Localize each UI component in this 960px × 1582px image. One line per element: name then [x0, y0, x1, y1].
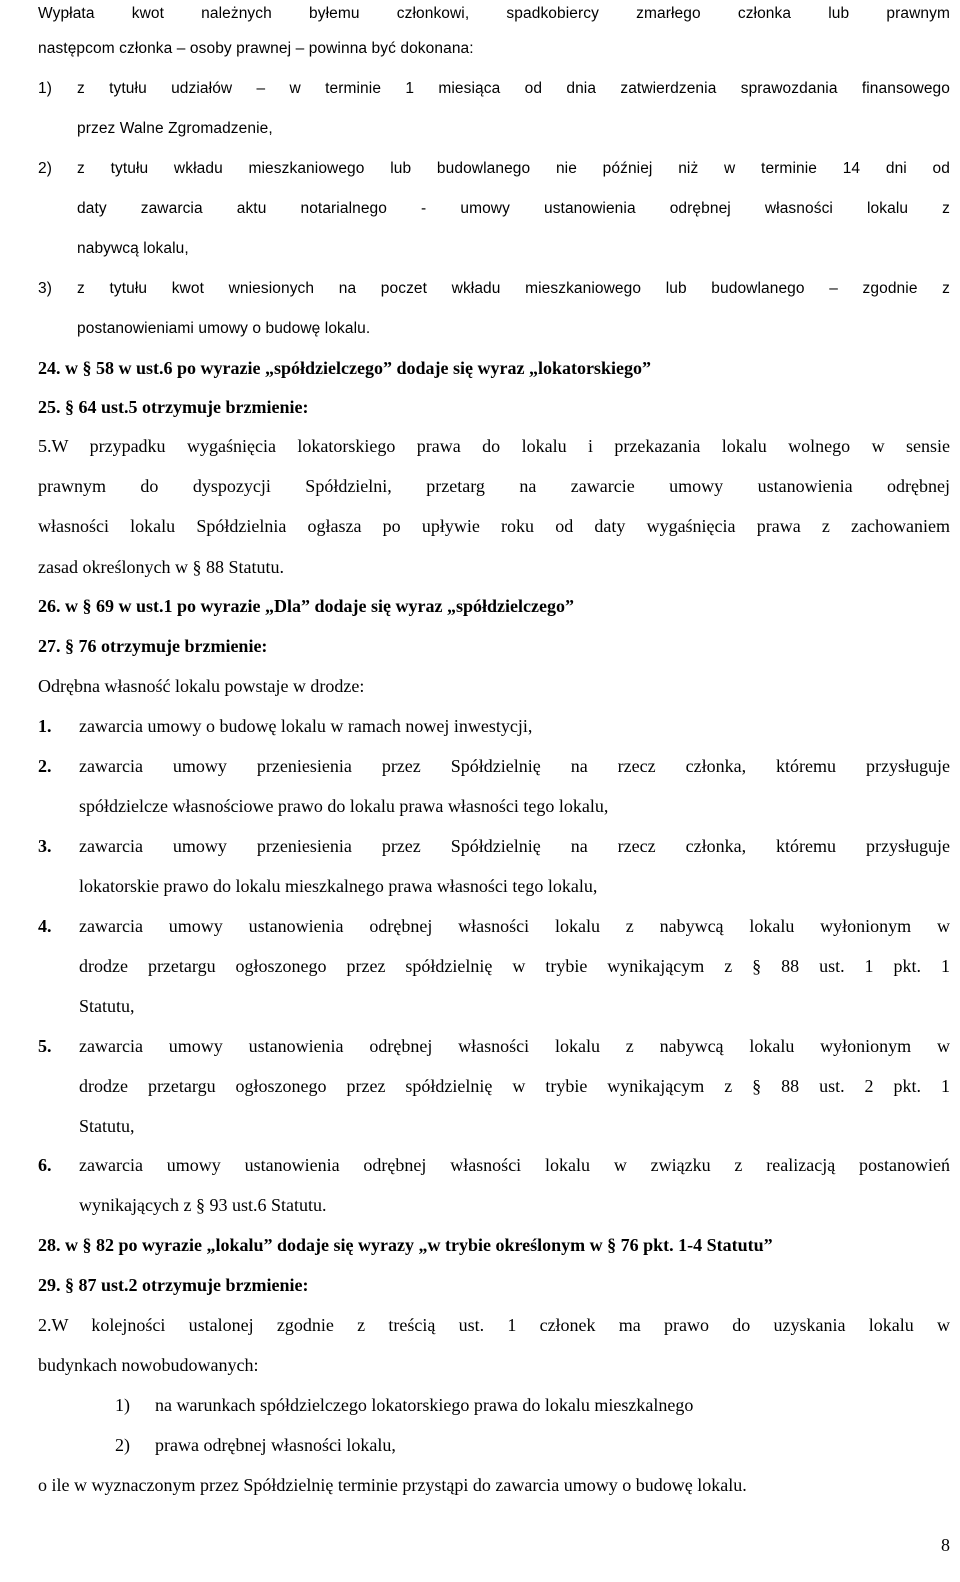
a27-item-4-line-3: Statutu, — [79, 996, 135, 1016]
intro-line-1: Wypłata kwot należnych byłemu członkowi, spadkobiercy zmarłego członka lub prawnym — [38, 5, 950, 22]
payout-item-2-line-3: nabywcą lokalu, — [77, 240, 189, 257]
amendment-25-text-line-3: własności lokalu Spółdzielnia ogłasza po upływie roku od daty wygaśnięcia prawa z zachowaniem — [38, 516, 950, 536]
amendment-29-text-line-2: budynkach nowobudowanych: — [38, 1355, 259, 1375]
payout-item-3-number: 3) — [38, 280, 52, 297]
a27-item-4-number: 4. — [38, 916, 52, 936]
a27-item-5-line-3: Statutu, — [79, 1116, 135, 1136]
intro-line-2: następcom członka – osoby prawnej – powinna być dokonana: — [38, 40, 474, 57]
amendment-29-text-line-1: 2.W kolejności ustalonej zgodnie z treścią ust. 1 członek ma prawo do uzyskania lokalu w — [38, 1315, 950, 1335]
amendment-25-text-line-4: zasad określonych w § 88 Statutu. — [38, 557, 284, 577]
a27-item-1-number: 1. — [38, 716, 52, 736]
payout-item-1-line-1: z tytułu udziałów – w terminie 1 miesiąca od dnia zatwierdzenia sprawozdania finansowego — [77, 80, 950, 97]
page-number: 8 — [941, 1535, 950, 1555]
a27-item-2-number: 2. — [38, 756, 52, 776]
payout-item-3-line-1: z tytułu kwot wniesionych na poczet wkładu mieszkaniowego lub budowlanego – zgodnie z — [77, 280, 950, 297]
payout-item-1-number: 1) — [38, 80, 52, 97]
a27-item-2-line-1: zawarcia umowy przeniesienia przez Spółdzielnię na rzecz członka, któremu przysługuje — [79, 756, 950, 776]
a27-item-2-line-2: spółdzielcze własnościowe prawo do lokalu prawa własności tego lokalu, — [79, 796, 609, 816]
amendment-25-text-line-1: 5.W przypadku wygaśnięcia lokatorskiego prawa do lokalu i przekazania lokalu wolnego w sensie — [38, 436, 950, 456]
a27-item-6-number: 6. — [38, 1155, 52, 1175]
a29-item-1-text: na warunkach spółdzielczego lokatorskiego prawa do lokalu mieszkalnego — [155, 1395, 694, 1415]
payout-item-2-number: 2) — [38, 160, 52, 177]
amendment-28: 28. w § 82 po wyrazie „lokalu” dodaje się wyrazy „w trybie określonym w § 76 pkt. 1-4 Statutu” — [38, 1235, 773, 1255]
a27-item-5-line-2: drodze przetargu ogłoszonego przez spółdzielnię w trybie wynikającym z § 88 ust. 2 pkt. 1 — [79, 1076, 950, 1096]
a27-item-3-number: 3. — [38, 836, 52, 856]
a29-item-1-number: 1) — [115, 1395, 130, 1415]
amendment-27-heading: 27. § 76 otrzymuje brzmienie: — [38, 636, 268, 656]
a27-item-4-line-2: drodze przetargu ogłoszonego przez spółdzielnię w trybie wynikającym z § 88 ust. 1 pkt. 1 — [79, 956, 950, 976]
payout-item-3-line-2: postanowieniami umowy o budowę lokalu. — [77, 320, 371, 337]
a29-item-2-text: prawa odrębnej własności lokalu, — [155, 1435, 396, 1455]
a29-item-2-number: 2) — [115, 1435, 130, 1455]
payout-item-2-line-1: z tytułu wkładu mieszkaniowego lub budowlanego nie później niż w terminie 14 dni od — [77, 160, 950, 177]
a27-item-3-line-2: lokatorskie prawo do lokalu mieszkalnego prawa własności tego lokalu, — [79, 876, 598, 896]
a27-item-5-line-1: zawarcia umowy ustanowienia odrębnej własności lokalu z nabywcą lokalu wyłonionym w — [79, 1036, 950, 1056]
a27-item-5-number: 5. — [38, 1036, 52, 1056]
amendment-27-intro: Odrębna własność lokalu powstaje w drodze: — [38, 676, 365, 696]
payout-item-2-line-2: daty zawarcia aktu notarialnego - umowy ustanowienia odrębnej własności lokalu z — [77, 200, 950, 217]
a27-item-4-line-1: zawarcia umowy ustanowienia odrębnej własności lokalu z nabywcą lokalu wyłonionym w — [79, 916, 950, 936]
amendment-25-heading: 25. § 64 ust.5 otrzymuje brzmienie: — [38, 397, 309, 417]
a27-item-6-line-2: wynikających z § 93 ust.6 Statutu. — [79, 1195, 327, 1215]
amendment-24: 24. w § 58 w ust.6 po wyrazie „spółdzielczego” dodaje się wyraz „lokatorskiego” — [38, 358, 651, 378]
amendment-25-text-line-2: prawnym do dyspozycji Spółdzielni, przetarg na zawarcie umowy ustanowienia odrębnej — [38, 476, 950, 496]
a27-item-6-line-1: zawarcia umowy ustanowienia odrębnej własności lokalu w związku z realizacją postanowień — [79, 1155, 950, 1175]
amendment-26: 26. w § 69 w ust.1 po wyrazie „Dla” dodaje się wyraz „spółdzielczego” — [38, 596, 574, 616]
amendment-29-closing: o ile w wyznaczonym przez Spółdzielnię terminie przystąpi do zawarcia umowy o budowę lokalu. — [38, 1475, 747, 1495]
a27-item-1-line-1: zawarcia umowy o budowę lokalu w ramach nowej inwestycji, — [79, 716, 533, 736]
a27-item-3-line-1: zawarcia umowy przeniesienia przez Spółdzielnię na rzecz członka, któremu przysługuje — [79, 836, 950, 856]
amendment-29-heading: 29. § 87 ust.2 otrzymuje brzmienie: — [38, 1275, 309, 1295]
payout-item-1-line-2: przez Walne Zgromadzenie, — [77, 120, 273, 137]
